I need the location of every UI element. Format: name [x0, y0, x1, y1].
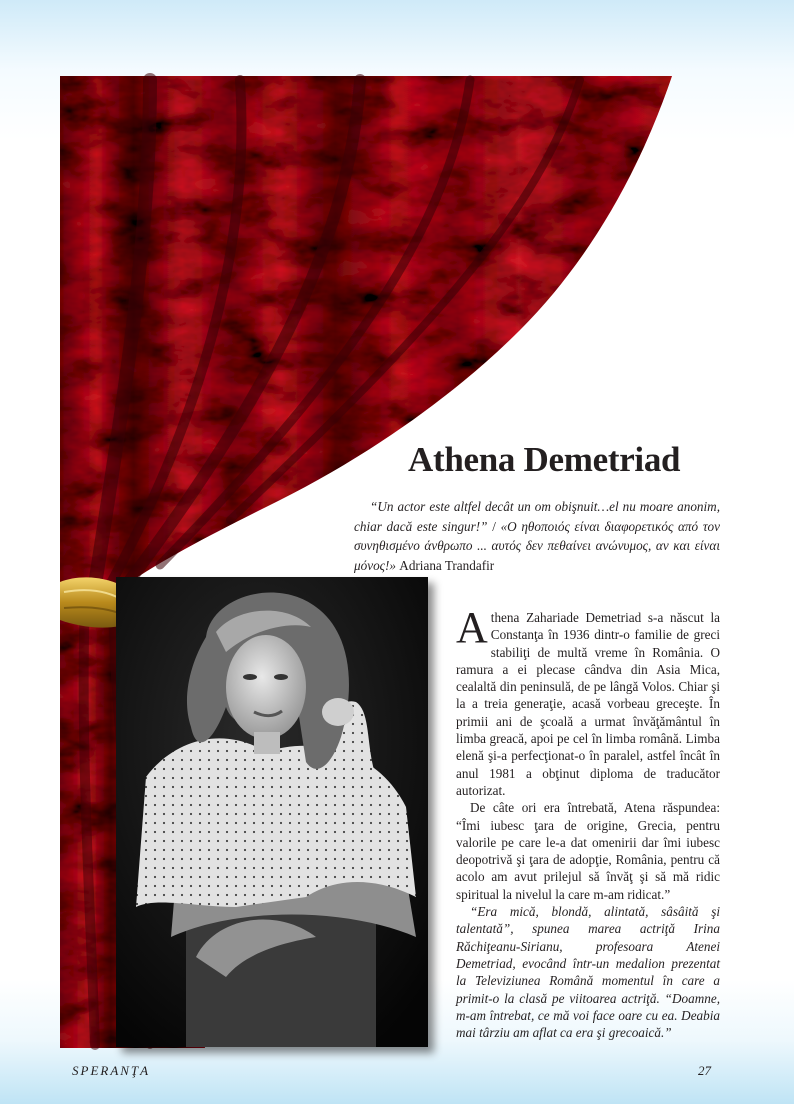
article-title: Athena Demetriad [408, 440, 681, 479]
article-paragraph-3: “Era mică, blondă, alintată, sâsâită şi talentată”, spunea marea actriţă Irina Răchiţeanu-Sirianu, profesoara Atenei Demetriad, evocând într-un medalion prezentat la Televiziunea Română momentul în care a primit-o la clasă pe viitoarea actriţă. “Doamne, m-am întrebat, ce mă voi face oare cu ea. Deabia mai târziu am aflat ca era şi grecoaică.” [456, 904, 720, 1041]
epigraph-quote [354, 497, 720, 575]
page-number: 27 [698, 1063, 711, 1078]
portrait-photo [116, 577, 428, 1047]
article-paragraph-2: De câte ori era întrebată, Atena răspundea: “Îmi iubesc ţara de origine, Grecia, pentru valorile pe care le-a dat omenirii dar îmi iubesc deopotrivă şi ţara de adopţie, România, pentru că acolo am avut prilejul să învăţ şi să mă ridic spiritual la nivelul la care m-am ridicat.” [456, 800, 720, 902]
portrait-photo-image [116, 577, 428, 1047]
quote-separator: / [487, 518, 501, 534]
quote-greek: «Ο ηθοποιός είναι διαφορετικός από τον συνηθισμένο άνθρωπο ... αυτός δεν πεθαίνει ανώνυμος, αν και είναι μόνος!» [354, 518, 720, 573]
quote-author: Adriana Trandafir [396, 557, 495, 573]
magazine-name: SPERANŢA [72, 1063, 151, 1078]
article-body [456, 603, 720, 1041]
article-paragraph-1-text: thena Zahariade Demetriad s-a născut la Constanţa în 1936 dintr-o familie de greci stabiliţi de multă vreme în România. O ramura a ei plecase cândva din Asia Mica, cealaltă din peninsulă, de pe lângă Volos. Chiar şi la a treia generaţie, acasă vorbeau greceşte. În primii ani de şcoală a urmat învăţământul în limba greacă, apoi pe cel în limba română. Limba elenă şi-a perfecţionat-o în paralel, astfel încât în anul 1981 a obţinut diploma de traducător autorizat. [456, 610, 720, 798]
article-paragraph-1 [456, 603, 720, 799]
drop-cap: A [456, 603, 488, 652]
quote-romanian: “Un actor este altfel decât un om obişnuit…el nu moare anonim, chiar dacă este singur!” [354, 499, 720, 534]
